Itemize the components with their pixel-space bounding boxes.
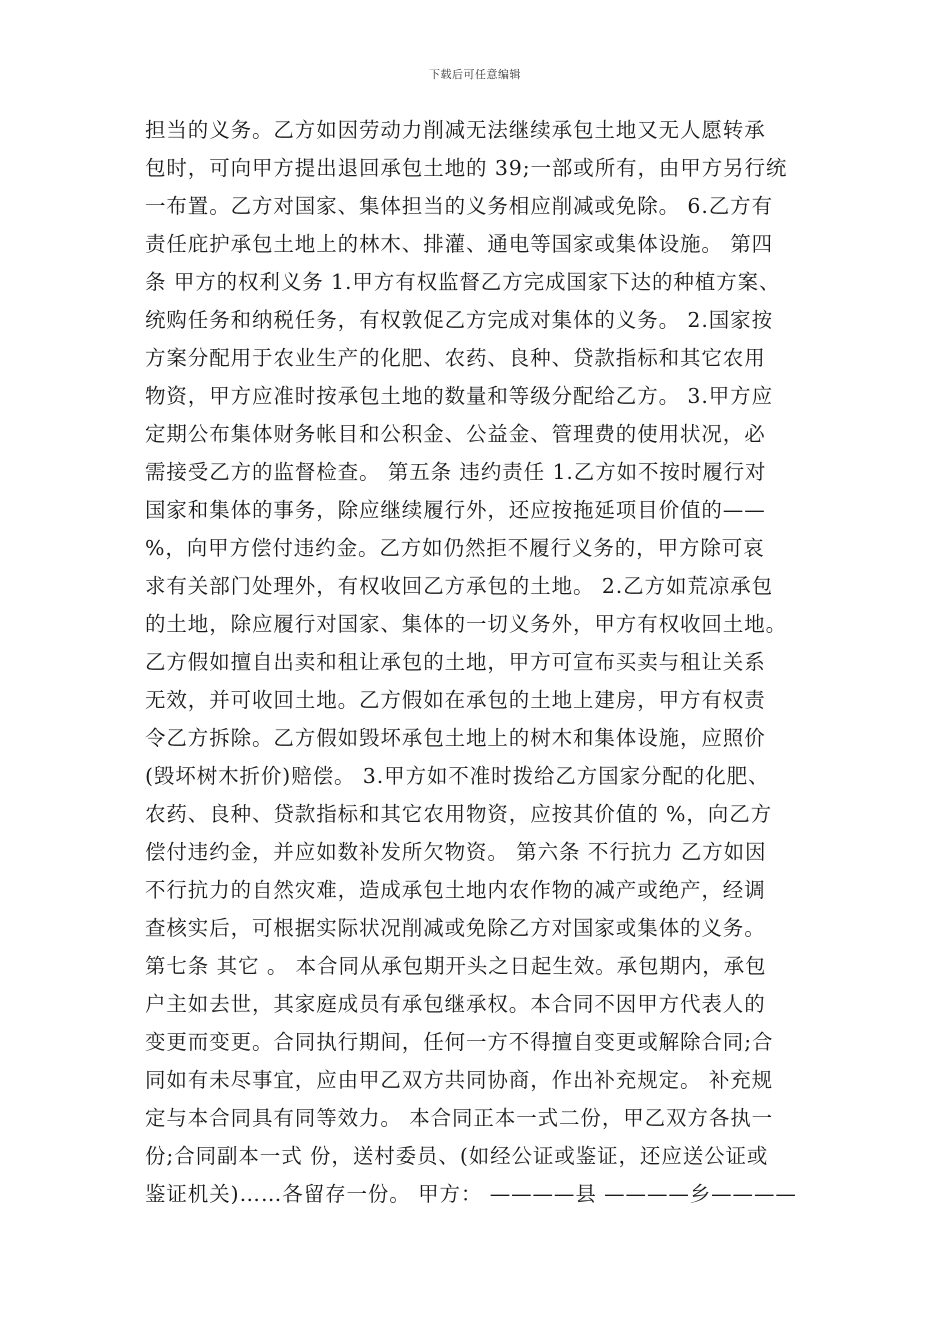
text-line: 查核实后，可根据实际状况削减或免除乙方对国家或集体的义务。 (145, 916, 766, 940)
text-line: (毁坏树木折价)赔偿。 3.甲方如不准时拨给乙方国家分配的化肥、 (145, 764, 770, 788)
text-line: 份;合同副本一式 份，送村委员、(如经公证或鉴证，还应送公证或 (145, 1144, 769, 1168)
text-line: 方案分配用于农业生产的化肥、农药、良种、贷款指标和其它农用 (145, 346, 766, 370)
text-line: 的土地，除应履行对国家、集体的一切义务外，甲方有权收回土地。 (145, 612, 787, 636)
text-line: 不行抗力的自然灾难，造成承包土地内农作物的减产或绝产，经调 (145, 878, 766, 902)
text-line: 统购任务和纳税任务，有权敦促乙方完成对集体的义务。 2.国家按 (145, 308, 773, 332)
text-line: 需接受乙方的监督检查。 第五条 违约责任 1.乙方如不按时履行对 (145, 460, 767, 484)
text-line: 农药、良种、贷款指标和其它农用物资，应按其价值的 %，向乙方 (145, 802, 772, 826)
text-line: 求有关部门处理外，有权收回乙方承包的土地。 2.乙方如荒凉承包 (145, 574, 773, 598)
text-line: 偿付违约金，并应如数补发所欠物资。 第六条 不行抗力 乙方如因 (145, 840, 767, 864)
text-line: 担当的义务。乙方如因劳动力削减无法继续承包土地又无人愿转承 (145, 118, 766, 142)
text-line: 一布置。乙方对国家、集体担当的义务相应削减或免除。 6.乙方有 (145, 194, 773, 218)
document-body (145, 111, 820, 1213)
text-line: 令乙方拆除。乙方假如毁坏承包土地上的树木和集体设施，应照价 (145, 726, 766, 750)
text-line: 同如有未尽事宜，应由甲乙双方共同协商，作出补充规定。 补充规 (145, 1068, 774, 1092)
text-line: 无效，并可收回土地。乙方假如在承包的土地上建房，甲方有权责 (145, 688, 766, 712)
text-line: 第七条 其它 。 本合同从承包期开头之日起生效。承包期内，承包 (145, 954, 767, 978)
text-line: 物资，甲方应准时按承包土地的数量和等级分配给乙方。 3.甲方应 (145, 384, 773, 408)
text-line: %，向甲方偿付违约金。乙方如仍然拒不履行义务的，甲方除可哀 (145, 536, 765, 560)
text-line: 变更而变更。合同执行期间，任何一方不得擅自变更或解除合同;合 (145, 1030, 774, 1054)
text-line: 户主如去世，其家庭成员有承包继承权。本合同不因甲方代表人的 (145, 992, 766, 1016)
text-line: 包时，可向甲方提出退回承包土地的 39;一部或所有，由甲方另行统 (145, 156, 788, 180)
text-line: 鉴证机关)……各留存一份。 甲方： ————县 ————乡———— (145, 1182, 797, 1206)
text-line: 条 甲方的权利义务 1.甲方有权监督乙方完成国家下达的种植方案、 (145, 270, 781, 294)
text-line: 定期公布集体财务帐目和公积金、公益金、管理费的使用状况，必 (145, 422, 766, 446)
text-line: 乙方假如擅自出卖和租让承包的土地，甲方可宣布买卖与租让关系 (145, 650, 766, 674)
text-line: 责任庇护承包土地上的林木、排灌、通电等国家或集体设施。 第四 (145, 232, 774, 256)
text-line: 国家和集体的事务，除应继续履行外，还应按拖延项目价值的—— (145, 498, 766, 522)
page-header: 下载后可任意编辑 (429, 68, 521, 81)
text-line: 定与本合同具有同等效力。 本合同正本一式二份，甲乙双方各执一 (145, 1106, 774, 1130)
